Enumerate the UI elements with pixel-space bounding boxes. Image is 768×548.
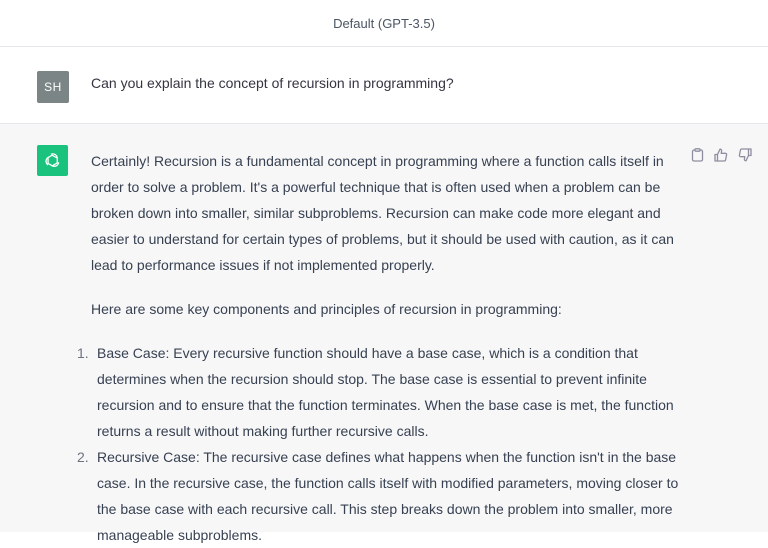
list-number: 2. [77,449,89,465]
list-item-text: Recursive Case: The recursive case defines what happens when the function isn't in the base case. In the recursive case, the function calls itself with modified parameters, moving closer to the base case with each recursive call. This step breaks down the problem into smaller, more manageable subproblems. [97,449,679,543]
openai-logo-icon [43,151,62,170]
assistant-message-text [77,148,681,548]
assistant-paragraph: Certainly! Recursion is a fundamental concept in programming where a function calls itself in order to solve a problem. It's a powerful technique that is often used when a problem can be broken down into smaller, similar subproblems. Recursion can make code more elegant and easier to understand for certain types of problems, but it should be used with caution, as it can lead to performance issues if not implemented properly. [91,153,674,273]
chat-header [0,0,768,47]
thumbs-up-icon [714,148,728,162]
thumbs-up-button[interactable] [714,148,728,162]
model-label: Default (GPT-3.5) [333,15,435,31]
list-item [77,444,681,548]
assistant-message-block [0,124,768,543]
user-message-text: Can you explain the concept of recursion in programming? [91,75,454,91]
principles-list [77,340,681,548]
avatar-initials: SH [44,80,62,94]
thumbs-down-button[interactable] [738,148,752,162]
clipboard-icon [691,148,704,162]
assistant-avatar [37,145,68,176]
assistant-paragraph: Here are some key components and principles of recursion in programming: [91,301,562,317]
copy-button[interactable] [690,148,704,162]
list-number: 1. [77,345,89,361]
list-item-text: Base Case: Every recursive function should have a base case, which is a condition that determines when the recursion should stop. The base case is essential to prevent infinite recursion and to ensure that the function terminates. When the base case is met, the function returns a result without making further recursive calls. [97,345,674,439]
message-actions [690,148,752,162]
user-message-block [0,47,768,124]
thumbs-down-icon [738,148,752,162]
user-avatar [37,71,69,103]
list-item [77,340,681,444]
